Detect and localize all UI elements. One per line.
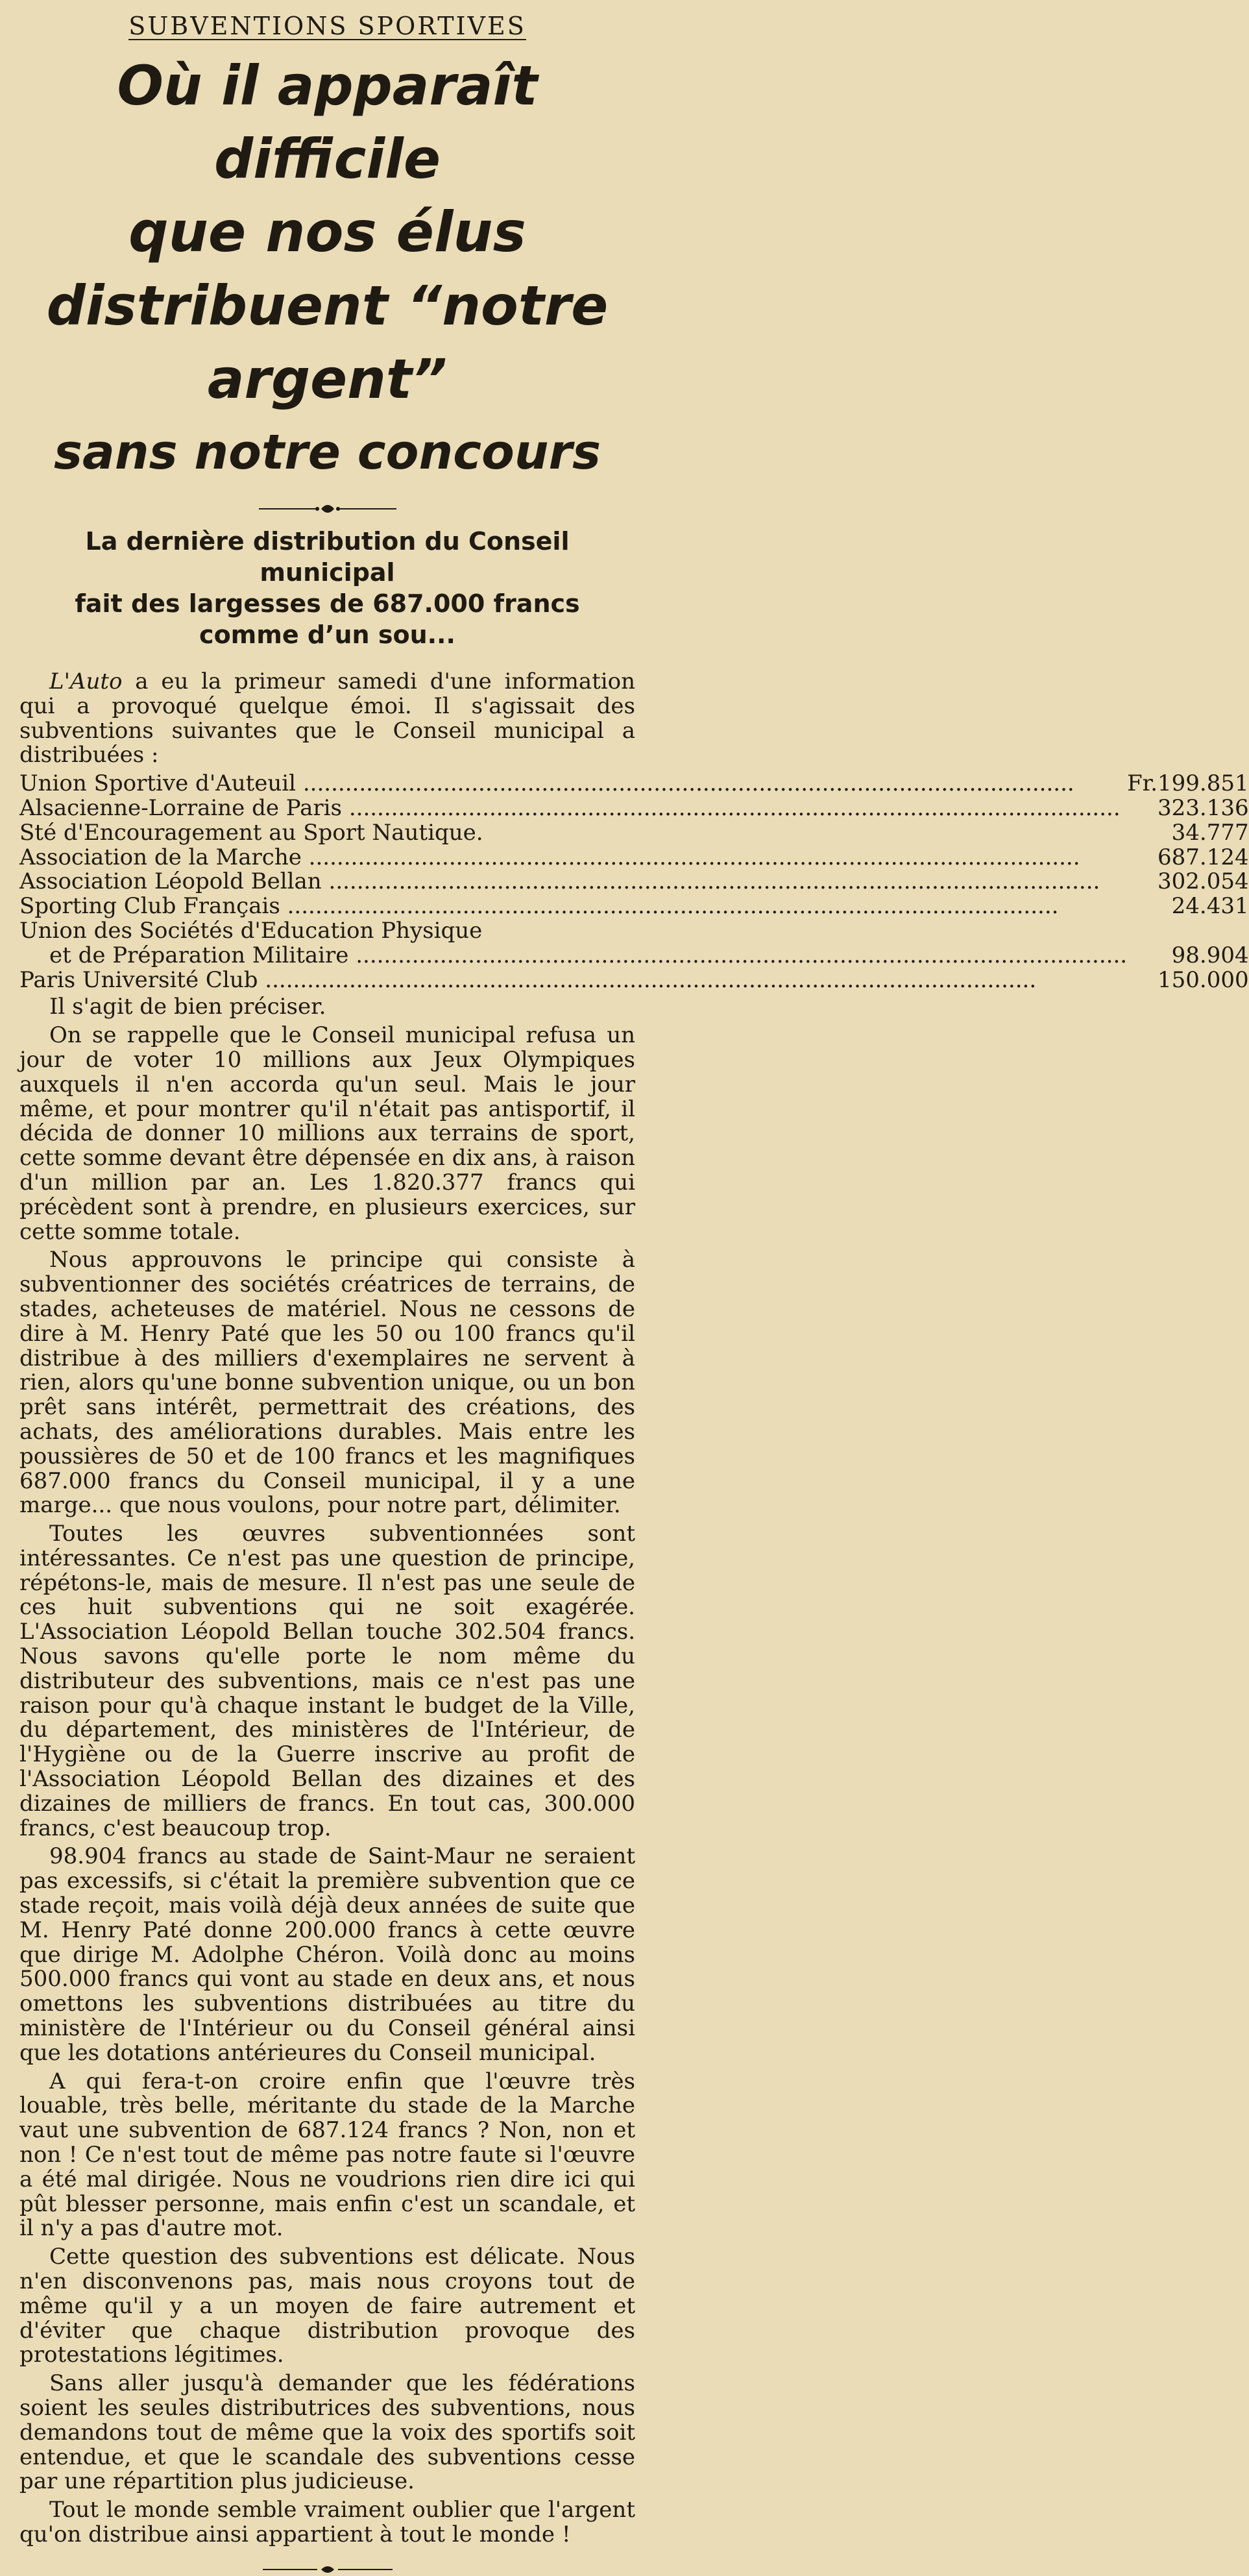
paragraph: Cette question des subventions est délicate. Nous n'en disconvenons pas, mais nous croyons tout de même qu'il y a un moyen de faire autrement et d'éviter que chaque distribution provoque des protestations légitimes.	[19, 2244, 635, 2368]
subsidy-amount: 34.777	[1171, 819, 1249, 846]
subsidy-amount: 98.904	[1171, 942, 1249, 968]
paragraph: Il s'agit de bien préciser.	[49, 994, 326, 1020]
paragraph: On se rappelle que le Conseil municipal refusa un jour de voter 10 millions aux Jeux Olympiques auxquels il n'en accorda qu'un seul. Mais le jour même, et pour montrer qu'il n'était pas antisportif, il décida de donner 10 millions aux terrains de sport, cette somme devant être dépensée en dix ans, à raison d'un million par an. Les 1.820.377 francs qui précèdent sont à prendre, en plusieurs exercices, sur cette somme totale.	[19, 1022, 635, 1245]
subsidy-amount: 302.054	[1158, 868, 1249, 895]
ornament-divider-icon	[256, 501, 399, 517]
subsidy-recipient: Alsacienne-Lorraine de Paris .....	[19, 796, 1127, 821]
subsidy-recipient: Sporting Club Français .....	[19, 894, 1127, 919]
subheadline-line-2: fait des largesses de 687.000 francs	[75, 589, 580, 618]
subsidy-row	[19, 968, 1249, 993]
intro-text: a eu la primeur samedi d'une information qui a provoqué quelque émoi. Il s'agissait des subventions suivantes que le Conseil municipal a distribuées :	[19, 669, 635, 768]
headline-line-2: que nos élus	[128, 200, 526, 265]
subsidy-unit	[1127, 870, 1158, 894]
subsidy-amount: 687.124	[1158, 844, 1249, 870]
subsidy-amount: 199.851	[1158, 770, 1249, 797]
paragraph: Tout le monde semble vraiment oublier que l'argent qu'on distribue ainsi appartient à tout le monde !	[19, 2497, 635, 2547]
subsidy-row	[19, 772, 1249, 796]
subsidy-unit	[1127, 968, 1158, 993]
subsidy-recipient: Union des Sociétés d'Education Physique	[19, 917, 483, 944]
subheadline-line-3: comme d’un sou...	[199, 620, 455, 649]
subsidy-recipient: Union Sportive d'Auteuil .....	[19, 772, 1127, 796]
paragraph: A qui fera-t-on croire enfin que l'œuvre très louable, très belle, méritante du stade de la Marche vaut une subvention de 687.124 francs ? Non, non et non ! Ce n'est tout de même pas notre faute si l'œuvre a été mal dirigée. Nous ne voudrions rien dire ici qui pût blesser personne, mais enfin c'est un scandale, et il n'y a pas d'autre mot.	[19, 2068, 635, 2242]
subsidy-row	[19, 821, 1249, 846]
subsidy-unit	[1127, 894, 1158, 919]
subsidy-recipient: et de Préparation Militaire .....	[19, 944, 1127, 968]
subsidy-recipient: Sté d'Encouragement au Sport Nautique.	[19, 819, 483, 846]
headline-line-1: Où il apparaît difficile	[117, 54, 538, 191]
subheadline-line-1: La dernière distribution du Conseil municipal	[85, 527, 570, 587]
subsidy-row	[19, 796, 1249, 821]
subsidy-row	[19, 919, 1249, 944]
subsidy-unit	[1127, 846, 1158, 870]
subsidy-amount: 24.431	[1171, 893, 1249, 920]
paragraph: Toutes les œuvres subventionnées sont intéressantes. Ce n'est pas une question de principe, répétons-le, mais de mesure. Il n'est pas une seule de ces huit subventions qui ne soit exagérée. L'Association Léopold Bellan touche 302.504 francs. Nous savons qu'elle porte le nom même du distributeur des subventions, mais ce n'est pas une raison pour qu'à chaque instant le budget de la Ville, du département, des ministères de l'Intérieur, de l'Hygiène ou de la Guerre inscrive au profit de l'Association Léopold Bellan des dizaines et des dizaines de milliers de francs. En tout cas, 300.000 francs, c'est beaucoup trop.	[19, 1521, 635, 1841]
subsidy-recipient: Paris Université Club .....	[19, 968, 1127, 993]
subsidy-amount	[1158, 919, 1249, 944]
headline	[19, 49, 635, 489]
subsidy-amount: 150.000	[1158, 966, 1249, 993]
subsidy-recipient: Association Léopold Bellan .....	[19, 870, 1127, 894]
subsidy-list	[19, 772, 1249, 992]
subsidy-unit	[1127, 919, 1158, 944]
subsidy-unit	[1127, 821, 1158, 846]
subheadline	[19, 526, 635, 650]
subsidy-unit: Fr.	[1127, 770, 1158, 797]
headline-line-4: sans notre concours	[53, 424, 601, 480]
subsidy-row	[19, 894, 1249, 919]
subsidy-row	[19, 944, 1249, 968]
end-ornament-icon	[263, 2563, 393, 2576]
headline-line-3: distribuent “notre argent”	[46, 274, 609, 411]
intro-paragraph	[19, 670, 635, 768]
paragraph: Nous approuvons le principe qui consiste à subventionner des sociétés créatrices de terrains, de stades, acheteuses de matériel. Nous ne cessons de dire à M. Henry Paté que les 50 ou 100 francs qu'il distribue à des milliers d'exemplaires ne servent à rien, alors qu'une bonne subvention unique, ou un bon prêt sans intérêt, permettrait des créations, des achats, des améliorations durables. Mais entre les poussières de 50 et de 100 francs et les magnifiques 687.000 francs du Conseil municipal, il y a une marge... que nous voulons, pour notre part, délimiter.	[19, 1247, 635, 1519]
section-rubric: SUBVENTIONS SPORTIVES	[128, 12, 526, 40]
subsidy-amount: 323.136	[1158, 794, 1249, 821]
subsidy-recipient: Association de la Marche .....	[19, 846, 1127, 870]
newspaper-name: L'Auto	[49, 669, 123, 694]
paragraph: 98.904 francs au stade de Saint-Maur ne seraient pas excessifs, si c'était la première subvention que ce stade reçoit, mais voilà déjà deux années de suite que M. Henry Paté donne 200.000 francs à cette œuvre que dirige M. Adolphe Chéron. Voilà donc au moins 500.000 francs qui vont au stade en deux ans, et nous omettons les subventions distribuées au titre du ministère de l'Intérieur ou du Conseil général ainsi que les dotations antérieures du Conseil municipal.	[19, 1843, 635, 2066]
article-body	[19, 669, 1249, 2547]
subsidy-row	[19, 846, 1249, 870]
paragraph: Sans aller jusqu'à demander que les fédérations soient les seules distributrices des subventions, nous demandons tout de même que la voix des sportifs soit entendue, et que le scandale des subventions cesse par une répartition plus judicieuse.	[19, 2370, 635, 2495]
subsidy-unit	[1127, 944, 1158, 968]
subsidy-row	[19, 870, 1249, 894]
subsidy-unit	[1127, 796, 1158, 821]
